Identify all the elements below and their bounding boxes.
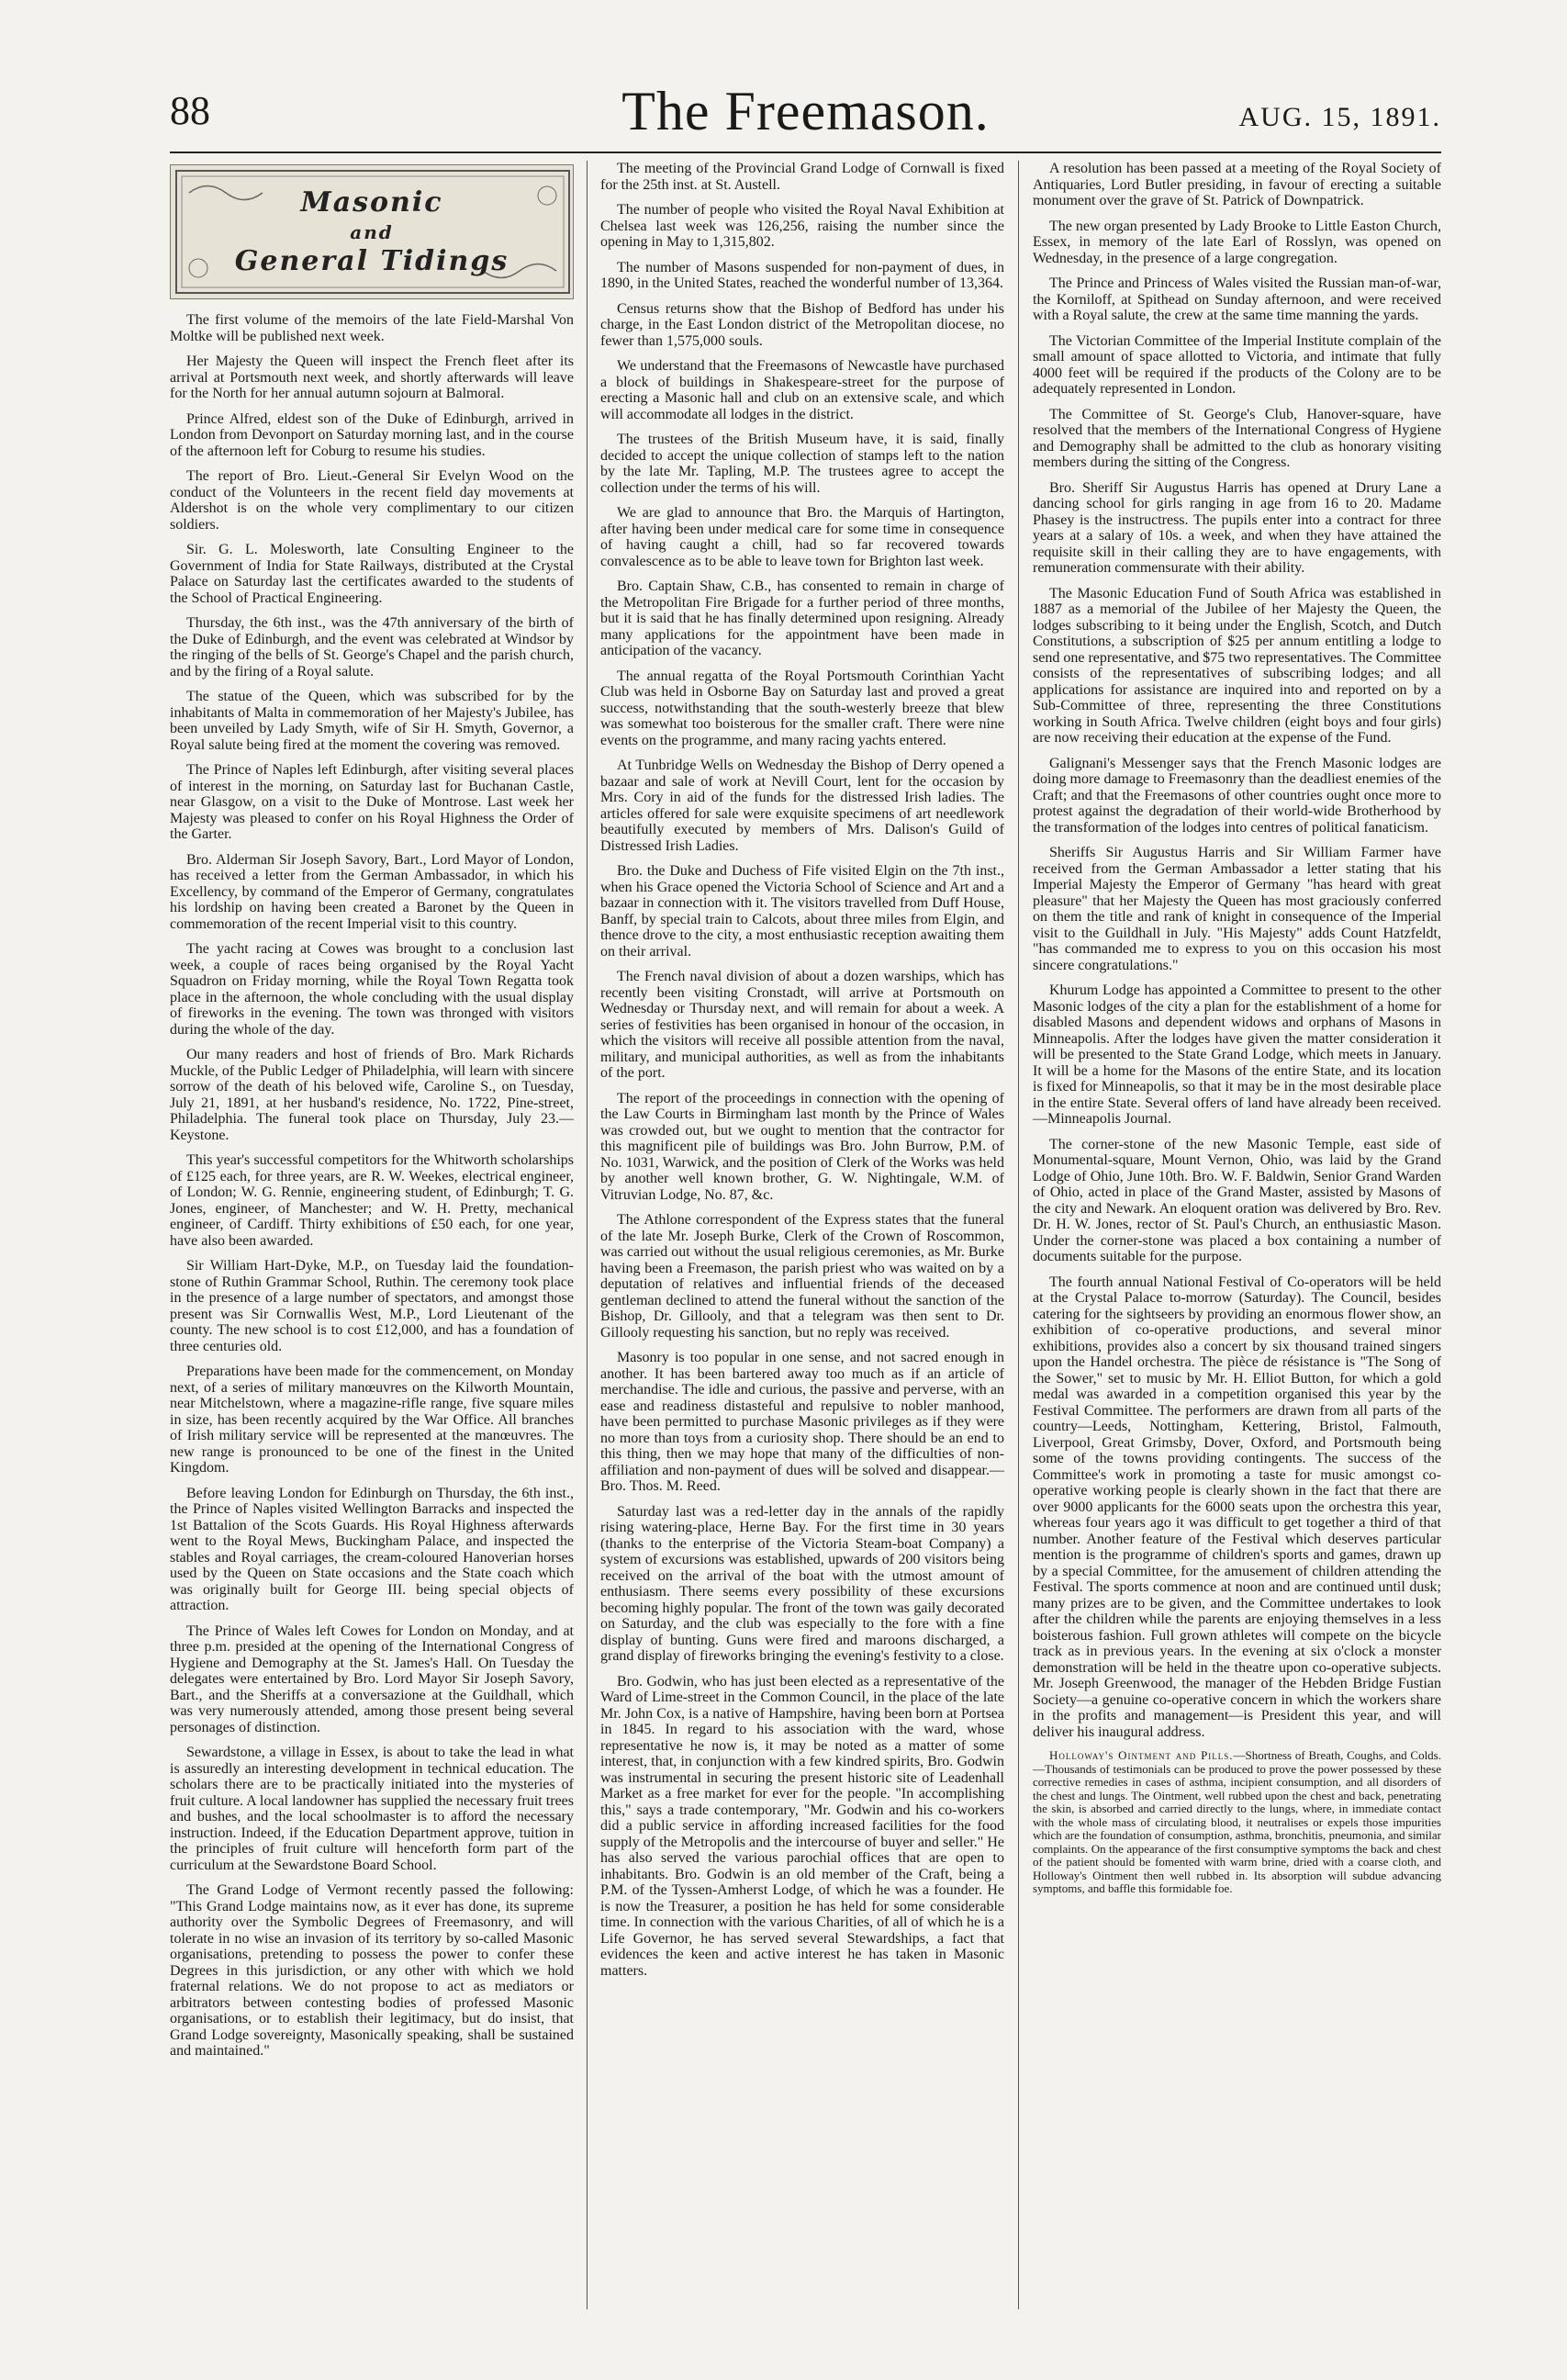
news-paragraph: Sir William Hart-Dyke, M.P., on Tuesday laid the foundation-stone of Ruthin Grammar School, Ruthin. The ceremony took place in the presence of a large number of spectators, and amongst those present was Sir Cornwallis West, M.P., Lord Lieutenant of the county. The new school is to cost £12,000, and has a foundation of three centuries old. bbox=[170, 1258, 574, 1354]
column-3 bbox=[1033, 161, 1441, 2309]
news-paragraph: The French naval division of about a dozen warships, which has recently been visiting Cronstadt, will arrive at Portsmouth on Wednesday or Thursday next, and will remain for about a week. A series of festivities has been organised in honour of the occasion, in which the visitors will receive all possible attention from the naval, military, and municipal authorities, as well as from the inhabitants of the port. bbox=[600, 969, 1004, 1081]
column-rule bbox=[587, 161, 588, 2309]
news-paragraph: The Prince of Naples left Edinburgh, after visiting several places of interest in the morning, on Saturday last for Buchanan Castle, near Glasgow, on a visit to the Duke of Montrose. Last week her Majesty was pleased to confer on his Royal Highness the Order of the Garter. bbox=[170, 762, 574, 842]
news-paragraph: The new organ presented by Lady Brooke to Little Easton Church, Essex, in memory of the late Earl of Rosslyn, was opened on Wednesday, in the presence of a large congregation. bbox=[1033, 218, 1441, 266]
news-paragraph: The trustees of the British Museum have, it is said, finally decided to accept the unique collection of stamps left to the nation by the late Mr. Tapling, M.P. The trustees agree to accept the collection under the terms of his will. bbox=[600, 432, 1004, 496]
news-paragraph: The yacht racing at Cowes was brought to a conclusion last week, a couple of races being organised by the Royal Yacht Squadron on Friday morning, while the Royal Town Regatta took place in the afternoon, the whole concluding with the usual display of fireworks in the evening. The town was thronged with visitors during the whole of the day. bbox=[170, 941, 574, 1038]
column-3-paragraphs bbox=[1033, 161, 1441, 1740]
news-paragraph: Census returns show that the Bishop of Bedford has under his charge, in the East London district of the Metropolitan diocese, no fewer than 1,575,000 souls. bbox=[600, 300, 1004, 349]
news-paragraph: At Tunbridge Wells on Wednesday the Bishop of Derry opened a bazaar and sale of work at Nevill Court, lent for the occasion by Mrs. Cory in aid of the funds for the distressed Irish ladies. The articles offered for sale were exquisite specimens of art needlework beautifully executed by members of Mrs. Dalison's Guild of Distressed Irish Ladies. bbox=[600, 758, 1004, 854]
news-paragraph: We understand that the Freemasons of Newcastle have purchased a block of buildings in Shakespeare-street for the purpose of erecting a Masonic hall and club on an extensive scale, and which will accommodate all lodges in the district. bbox=[600, 358, 1004, 422]
banner-line-1: Masonic bbox=[300, 185, 443, 219]
news-paragraph: Before leaving London for Edinburgh on Thursday, the 6th inst., the Prince of Naples visited Wellington Barracks and inspected the 1st Battalion of the Scots Guards. His Royal Highness afterwards went to the Royal Mews, Buckingham Palace, and inspected the stables and Royal carriages, the cream-coloured Hanoverian horses used by the Queen on State occasions and the State coach which was originally built for George III. being special objects of attraction. bbox=[170, 1485, 574, 1613]
news-paragraph: The Athlone correspondent of the Express states that the funeral of the late Mr. Joseph Burke, Clerk of the Crown of Roscommon, was carried out without the usual religious ceremonies, as Mr. Burke having been a Freemason, the parish priest who was waited on by a deputation of relatives and influential friends of the deceased gentleman declined to attend the funeral without the sanction of the Bishop, Dr. Gillooly, and that a telegram was then sent to Dr. Gillooly requesting his sanction, but no reply was received. bbox=[600, 1212, 1004, 1341]
news-paragraph: The Prince and Princess of Wales visited the Russian man-of-war, the Korniloff, at Spithead on Sunday afternoon, and were received with a Royal salute, the crew at the same time manning the yards. bbox=[1033, 275, 1441, 323]
page-header bbox=[170, 81, 1441, 153]
news-paragraph: The statue of the Queen, which was subscribed for by the inhabitants of Malta in commemoration of her Majesty's Jubilee, has been unveiled by Lady Smyth, wife of Sir H. Smyth, Governor, a Royal salute being fired at the moment the covering was removed. bbox=[170, 689, 574, 753]
news-paragraph: The report of the proceedings in connection with the opening of the Law Courts in Birmingham last month by the Prince of Wales was crowded out, but we ought to mention that the contractor for this magnificent pile of buildings was Bro. John Burrow, P.M. of No. 1031, Warwick, and the position of Clerk of the Works was held by another well known brother, G. W. Nightingale, W.M. of Vitruvian Lodge, No. 87, &c. bbox=[600, 1090, 1004, 1203]
advert-body: —Shortness of Breath, Coughs, and Colds.—Thousands of testimonials can be produced to prove the power possessed by these corrective remedies in cases of asthma, incipient consumption, and all disorders of the chest and lungs. The Ointment, well rubbed upon the chest and back, penetrating the skin, is absorbed and carried directly to the lungs, where, in immediate contact with the whole mass of circulating blood, it neutralises or expels those impurities which are the foundation of consumption, asthma, bronchitis, pneumonia, and similar complaints. On the appearance of the first consumptive symptoms the back and chest of the patient should be fomented with warm brine, dried with a coarse cloth, and Holloway's Ointment then well rubbed in. Its absorption will subdue advancing symptoms, and baffle this formidable foe. bbox=[1033, 1748, 1441, 1895]
column-2 bbox=[600, 161, 1004, 2309]
column-rule bbox=[1018, 161, 1019, 2309]
column-2-paragraphs bbox=[600, 161, 1004, 1979]
section-banner-masonic-general-tidings bbox=[170, 164, 574, 299]
article-columns bbox=[170, 161, 1441, 2309]
news-paragraph: The corner-stone of the new Masonic Temple, east side of Monumental-square, Mount Vernon, Ohio, was laid by the Grand Lodge of Ohio, June 10th. Bro. W. F. Baldwin, Senior Grand Warden of Ohio, acted in place of the Grand Master, assisted by Masons of the city and Newark. An eloquent oration was delivered by Bro. Rev. Dr. H. W. Jones, rector of St. Paul's Church, an enthusiastic Mason. Under the corner-stone was placed a box containing a number of documents suitable for the purpose. bbox=[1033, 1136, 1441, 1264]
news-paragraph: The number of Masons suspended for non-payment of dues, in 1890, in the United States, reached the wonderful number of 13,364. bbox=[600, 259, 1004, 291]
news-paragraph: Thursday, the 6th inst., was the 47th anniversary of the birth of the Duke of Edinburgh, and the event was celebrated at Windsor by the ringing of the bells of St. George's Chapel and the parish church, and by the firing of a Royal salute. bbox=[170, 615, 574, 679]
news-paragraph: Sheriffs Sir Augustus Harris and Sir William Farmer have received from the German Ambassador a letter stating that his Imperial Majesty the Emperor of Germany "has heard with great pleasure" that her Majesty the Queen has most graciously conferred on them the title and rank of knight in consequence of the Imperial visit to the Guildhall in July. "His Majesty" adds Count Hatzfeldt, "has commanded me to express to you on this occasion his most sincere congratulations." bbox=[1033, 845, 1441, 973]
banner-line-2: and bbox=[350, 220, 394, 243]
news-paragraph: Khurum Lodge has appointed a Committee to present to the other Masonic lodges of the city a plan for the establishment of a home for disabled Masons and dependent widows and orphans of Masons in Minneapolis. After the lodges have given the matter consideration it will be presented to the State Grand Lodge, which meets in January. It will be a home for the Masons of the entire State, and its location is fixed for Minneapolis, so that it may be in the most desirable place in the entire State. Several offers of land have already been received.—Minneapolis Journal. bbox=[1033, 982, 1441, 1127]
news-paragraph: Sir. G. L. Molesworth, late Consulting Engineer to the Government of India for State Railways, distributed at the Crystal Palace on Saturday last the certificates awarded to the students of the School of Practical Engineering. bbox=[170, 542, 574, 606]
banner-line-3: General Tidings bbox=[234, 244, 509, 277]
news-paragraph: The Grand Lodge of Vermont recently passed the following: "This Grand Lodge maintains now, as it ever has done, its supreme authority over the Symbolic Degrees of Freemasonry, and will tolerate in no wise an invasion of its territory by so-called Masonic organisations, pretending to possess the power to confer these Degrees in this jurisdiction, or any other with which we hold fraternal relations. We do not propose to act as mediators or arbitrators between contesting bodies of professed Masonic organisations, or to establish their legitimacy, but do insist, that Grand Lodge sovereignty, Masonically speaking, shall be sustained and maintained." bbox=[170, 1882, 574, 2059]
news-paragraph: Bro. Godwin, who has just been elected as a representative of the Ward of Lime-street in the Common Council, in the place of the late Mr. John Cox, is a native of Hampshire, having been born at Portsea in 1845. In regard to his association with the ward, whose representative he now is, it may be noted as a matter of some interest, that, in conjunction with a few kindred spirits, Bro. Godwin was instrumental in securing the present historic site of Leadenhall Market as a free market for ever for the people. "In accomplishing this," says a trade contemporary, "Mr. Godwin and his co-workers did a public service in affording increased facilities for the food supply of the Metropolis and the intercourse of buyer and seller." He has also served the various parochial offices that are open to inhabitants. Bro. Godwin is an old member of the Craft, being a P.M. of the Tyssen-Amherst Lodge, of which he was a founder. He is now the Treasurer, a position he has held for some considerable time. In connection with the various Charities, of all of which he is a Life Governor, he has served several Stewardships, a fact that evidences the keen and active interest he has taken in Masonic matters. bbox=[600, 1673, 1004, 1979]
news-paragraph: The Prince of Wales left Cowes for London on Monday, and at three p.m. presided at the opening of the International Congress of Hygiene and Demography at the St. James's Hall. On Tuesday the delegates were entertained by Bro. Lord Mayor Sir Joseph Savory, Bart., and the Sheriffs at a conversazione at the Guildhall, which was very numerously attended, among those present being several personages of distinction. bbox=[170, 1622, 574, 1735]
holloway-advertisement bbox=[1033, 1749, 1441, 1896]
news-paragraph: Sewardstone, a village in Essex, is about to take the lead in what is assuredly an interesting development in technical education. The scholars there are to be practically initiated into the mysteries of fruit culture. A local landowner has supplied the necessary fruit trees and bushes, and the local schoolmaster is to afford the necessary instruction. Indeed, if the Education Department approve, tuition in the principles of fruit culture will henceforth form part of the curriculum at the Sewardstone Board School. bbox=[170, 1745, 574, 1873]
news-paragraph: The annual regatta of the Royal Portsmouth Corinthian Yacht Club was held in Osborne Bay on Saturday last and proved a great success, notwithstanding that the south-westerly breeze that blew was somewhat too boisterous for the smaller craft. There were nine events on the programme, and many racing yachts entered. bbox=[600, 668, 1004, 748]
masthead-title: The Freemason. bbox=[621, 81, 990, 141]
news-paragraph: Bro. Captain Shaw, C.B., has consented to remain in charge of the Metropolitan Fire Brigade for a further period of three months, but it is said that he has finally determined upon resigning. Already many applications for the appointment have been made in anticipation of the vacancy. bbox=[600, 578, 1004, 658]
news-paragraph: The fourth annual National Festival of Co-operators will be held at the Crystal Palace to-morrow (Saturday). The Council, besides catering for the sightseers by providing an enormous flower show, an exhibition of co-operative productions, and several minor exhibitions, provides also a concert by six thousand trained singers upon the Handel orchestra. The pièce de résistance is "The Song of the Sower," set to music by Mr. H. Elliot Button, for which a gold medal was awarded in a competition organised this year by the Festival Committee. The performers are drawn from all parts of the country—Leeds, Nottingham, Kettering, Bristol, Falmouth, Liverpool, Great Grimsby, Dover, Oxford, and Portsmouth being some of the towns providing contingents. The success of the Committee's work in promoting a taste for music amongst co-operative working people is clearly shown in the fact that there are over 9000 applicants for the 6000 seats upon the orchestra this year, whereas four years ago it was difficult to get together a third of that number. Another feature of the Festival which deserves particular mention is the programme of children's sports and games, drawn up by a special Committee, for the amusement of children attending the Festival. The sports commence at noon and are continued until dusk; many prizes are to be given, and the Committee undertakes to look after the children while the parents are enjoying themselves in a less boisterous fashion. Full grown athletes will compete on the bicycle track as in previous years. In the evening at six o'clock a monster demonstration will be held in the theatre upon co-operative subjects. Mr. Joseph Greenwood, the manager of the Hebden Bridge Fustian Society—a genuine co-operative concern in which the workers share in the profits and management—is President this year, and will deliver his inaugural address. bbox=[1033, 1274, 1441, 1740]
news-paragraph: Bro. Alderman Sir Joseph Savory, Bart., Lord Mayor of London, has received a letter from the German Ambassador, in which his Excellency, by command of the Emperor of Germany, congratulates his lordship on having been created a Baronet by the Queen in commemoration of the recent Imperial visit to this country. bbox=[170, 851, 574, 932]
column-1-paragraphs bbox=[170, 312, 574, 2060]
news-paragraph: Prince Alfred, eldest son of the Duke of Edinburgh, arrived in London from Devonport on Saturday morning last, and in the course of the afternoon left for Coburg to resume his studies. bbox=[170, 410, 574, 459]
news-paragraph: The Committee of St. George's Club, Hanover-square, have resolved that the members of the International Congress of Hygiene and Demography shall be admitted to the club as honorary visiting members during the sitting of the Congress. bbox=[1033, 406, 1441, 470]
news-paragraph: The Victorian Committee of the Imperial Institute complain of the small amount of space allotted to Victoria, and intimate that fully 4000 feet will be required if the products of the Colony are to be adequately represented in London. bbox=[1033, 332, 1441, 397]
news-paragraph: Bro. the Duke and Duchess of Fife visited Elgin on the 7th inst., when his Grace opened the Victoria School of Science and Art and a bazaar in connection with it. The visitors travelled from Duff House, Banff, by special train to Calcots, about three miles from Elgin, and thence drove to the city, a most enthusiastic reception awaiting them on their arrival. bbox=[600, 863, 1004, 960]
page-number: 88 bbox=[170, 88, 210, 133]
news-paragraph: We are glad to announce that Bro. the Marquis of Hartington, after having been under medical care for some time in consequence of having caught a chill, had so far recovered towards convalescence as to be able to leave town for Brighton last week. bbox=[600, 505, 1004, 569]
news-paragraph: A resolution has been passed at a meeting of the Royal Society of Antiquaries, Lord Butler presiding, in favour of erecting a suitable monument over the grave of St. Patrick of Downpatrick. bbox=[1033, 161, 1441, 208]
news-paragraph: Masonry is too popular in one sense, and not sacred enough in another. It has been bartered away too much as if an article of merchandise. The idle and curious, the passive and perverse, with an ease and readiness distasteful and repulsive to nobler manhood, have been permitted to purchase Masonic privileges as if they were no more than toys from a curiosity shop. There should be an end to this thing, then we may hope that many of the difficulties of non-affiliation and non-payment of dues will be solved and disappear.—Bro. Thos. M. Reed. bbox=[600, 1350, 1004, 1494]
news-paragraph: Saturday last was a red-letter day in the annals of the rapidly rising watering-place, Herne Bay. For the first time in 30 years (thanks to the enterprise of the Victoria Steam-boat Company) a system of excursions was established, upwards of 200 visitors being received on the arrival of the boat with the utmost amount of enthusiasm. There seems every possibility of these excursions becoming highly popular. The front of the town was gaily decorated on Saturday, and the club was especially to the fore with a fine display of bunting. Guns were fired and maroons discharged, a grand display of fireworks bringing the evening's festivity to a close. bbox=[600, 1503, 1004, 1664]
news-paragraph: Bro. Sheriff Sir Augustus Harris has opened at Drury Lane a dancing school for girls ranging in age from 16 to 20. Madame Phasey is the instructress. The pupils enter into a contract for three years at a salary of 10s. a week, and when they have attained the requisite skill in their calling they are to have engagements, with remuneration commensurate with their ability. bbox=[1033, 479, 1441, 576]
section-banner-title bbox=[235, 185, 509, 280]
news-paragraph: The first volume of the memoirs of the late Field-Marshal Von Moltke will be published next week. bbox=[170, 312, 574, 344]
advert-title: Holloway's Ointment and Pills. bbox=[1049, 1748, 1234, 1762]
news-paragraph: Our many readers and host of friends of Bro. Mark Richards Muckle, of the Public Ledger of Philadelphia, will learn with sincere sorrow of the death of his beloved wife, Caroline S., on Tuesday, July 21, 1891, at her husband's residence, No. 1722, Pine-street, Philadelphia. The funeral took place on Thursday, July 23.—Keystone. bbox=[170, 1047, 574, 1143]
news-paragraph: Preparations have been made for the commencement, on Monday next, of a series of military manœuvres on the Kilworth Mountain, near Mitchelstown, where a magazine-rifle range, five square miles in size, has been recently acquired by the War Office. All branches of Irish military service will be represented at the manœuvres. The new range is pronounced to be one of the finest in the United Kingdom. bbox=[170, 1364, 574, 1476]
column-1 bbox=[170, 161, 574, 2309]
news-paragraph: This year's successful competitors for the Whitworth scholarships of £125 each, for three years, are R. W. Weekes, electrical engineer, of London; W. G. Rennie, engineering student, of Edinburgh; T. G. Jones, engineer, of Manchester; and W. H. Pretty, mechanical engineer, of Cardiff. Thirty exhibitions of £50 each, for one year, have also been awarded. bbox=[170, 1152, 574, 1249]
news-paragraph: The meeting of the Provincial Grand Lodge of Cornwall is fixed for the 25th inst. at St. Austell. bbox=[600, 161, 1004, 193]
news-paragraph: The report of Bro. Lieut.-General Sir Evelyn Wood on the conduct of the Volunteers in the recent field day movements at Aldershot is on the whole very complimentary to our citizen soldiers. bbox=[170, 468, 574, 533]
issue-date: AUG. 15, 1891. bbox=[1238, 102, 1441, 132]
news-paragraph: Her Majesty the Queen will inspect the French fleet after its arrival at Portsmouth next week, and shortly afterwards will leave for the North for her annual autumn sojourn at Balmoral. bbox=[170, 354, 574, 401]
news-paragraph: Galignani's Messenger says that the French Masonic lodges are doing more damage to Freemasonry than the deadliest enemies of the Craft; and that the Freemasons of other countries ought once more to protest against the degradation of their world-wide Brotherhood by the transformation of the lodges into centres of political fanaticism. bbox=[1033, 755, 1441, 836]
news-paragraph: The Masonic Education Fund of South Africa was established in 1887 as a memorial of the Jubilee of her Majesty the Queen, the lodges subscribing to it being under the English, Scotch, and Dutch Constitutions, a subscription of $25 per annum entitling a lodge to send one representative, and $75 two representatives. The Committee consists of the representatives of subscribing lodges; and all applications for assistance are inquired into and reported on by a Sub-Committee of three, representing the three Constitutions working in South Africa. Twelve children (eight boys and four girls) are now receiving their education at the expense of the Fund. bbox=[1033, 585, 1441, 746]
news-paragraph: The number of people who visited the Royal Naval Exhibition at Chelsea last week was 126,256, raising the number since the opening in May to 1,315,802. bbox=[600, 202, 1004, 250]
